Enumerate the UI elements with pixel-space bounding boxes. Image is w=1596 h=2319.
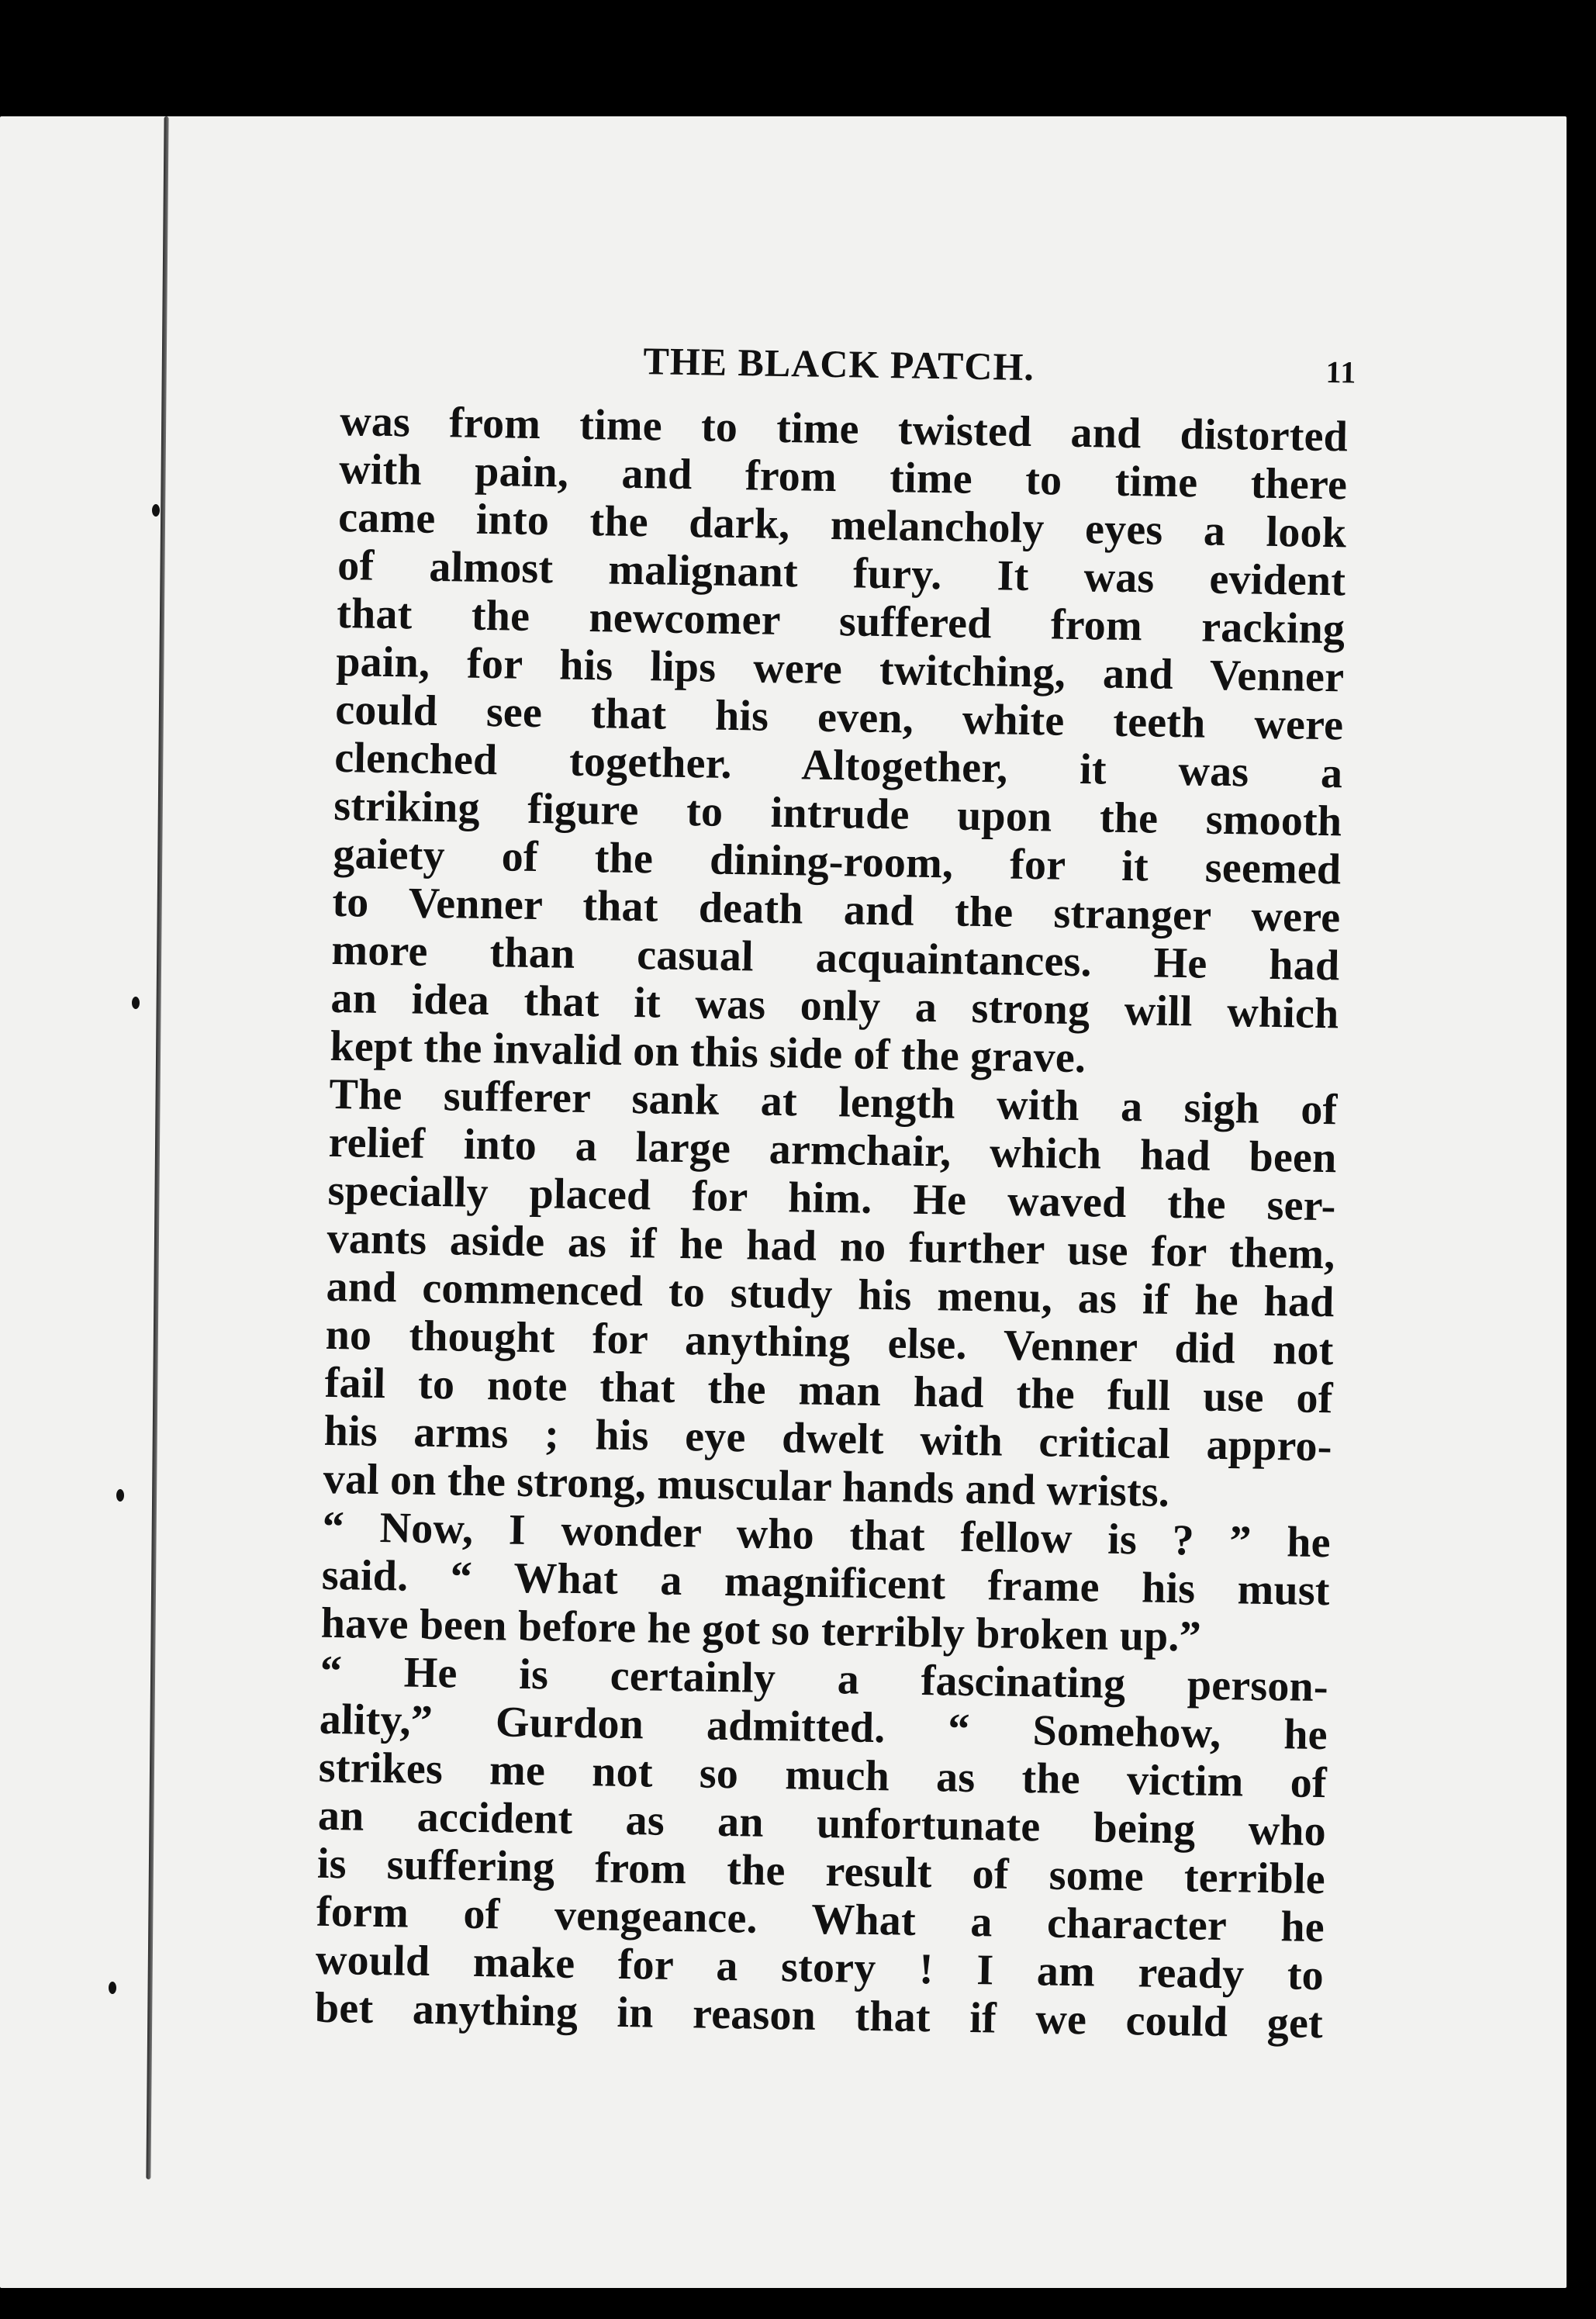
text-line: strikes me not so much as the victim of xyxy=(318,1743,1328,1808)
text-line: with pain, and from time to time there xyxy=(338,444,1348,510)
text-line: came into the dark, melancholy eyes a look xyxy=(337,492,1347,558)
text-line: is suffering from the result of some terrible xyxy=(316,1839,1326,1904)
text-line: was from time to time twisted and distorted xyxy=(339,396,1349,461)
text-line: val on the strong, muscular hands and wrists. xyxy=(323,1454,1170,1516)
text-line: kept the invalid on this side of the grave. xyxy=(330,1021,1086,1083)
text-line: striking figure to intrude upon the smooth xyxy=(333,781,1342,846)
text-line: relief into a large armchair, which had been xyxy=(328,1118,1337,1183)
margin-mark xyxy=(109,1982,116,1994)
text-line: clenched together. Altogether, it was a xyxy=(333,733,1343,798)
text-line: fail to note that the man had the full use of xyxy=(324,1358,1334,1423)
text-line: “ He is certainly a fascinating person- xyxy=(320,1647,1329,1712)
page-text-block xyxy=(314,334,1357,2048)
text-line: to Venner that death and the stranger were xyxy=(331,877,1341,942)
page-number: 11 xyxy=(1325,354,1357,390)
margin-mark xyxy=(152,504,160,517)
text-line: no thought for anything else. Venner did not xyxy=(325,1310,1335,1375)
text-line: have been before he got so terribly broken up.” xyxy=(320,1598,1202,1661)
text-line: and commenced to study his menu, as if he had xyxy=(326,1262,1335,1327)
text-line: bet anything in reason that if we could get xyxy=(314,1983,1324,2048)
text-line: could see that his even, white teeth were xyxy=(334,685,1344,750)
margin-mark xyxy=(116,1489,124,1502)
text-line: vants aside as if he had no further use for them, xyxy=(326,1214,1335,1279)
text-line: form of vengeance. What a character he xyxy=(316,1887,1325,1952)
margin-mark xyxy=(132,997,140,1009)
text-line: would make for a story ! I am ready to xyxy=(315,1935,1325,2000)
text-line: said. “ What a magnificent frame his must xyxy=(321,1550,1331,1616)
text-line: his arms ; his eye dwelt with critical appro- xyxy=(323,1406,1333,1471)
running-title: THE BLACK PATCH. xyxy=(643,339,1035,389)
text-line: an accident as an unfortunate being who xyxy=(317,1791,1327,1856)
text-line: an idea that it was only a strong will which xyxy=(330,973,1339,1039)
text-line: “ Now, I wonder who that fellow is ? ” he xyxy=(322,1502,1332,1567)
text-line: pain, for his lips were twitching, and Venner xyxy=(335,637,1345,702)
body-text xyxy=(315,397,1349,2048)
text-line: that the newcomer suffered from racking xyxy=(336,589,1346,654)
text-line: ality,” Gurdon admitted. “ Somehow, he xyxy=(319,1695,1328,1760)
text-line: The sufferer sank at length with a sigh of xyxy=(329,1070,1338,1135)
text-line: gaiety of the dining-room, for it seemed xyxy=(332,829,1342,894)
text-line: of almost malignant fury. It was evident xyxy=(337,541,1346,606)
text-line: more than casual acquaintances. He had xyxy=(331,925,1340,990)
text-line: specially placed for him. He waved the ser- xyxy=(327,1166,1336,1231)
